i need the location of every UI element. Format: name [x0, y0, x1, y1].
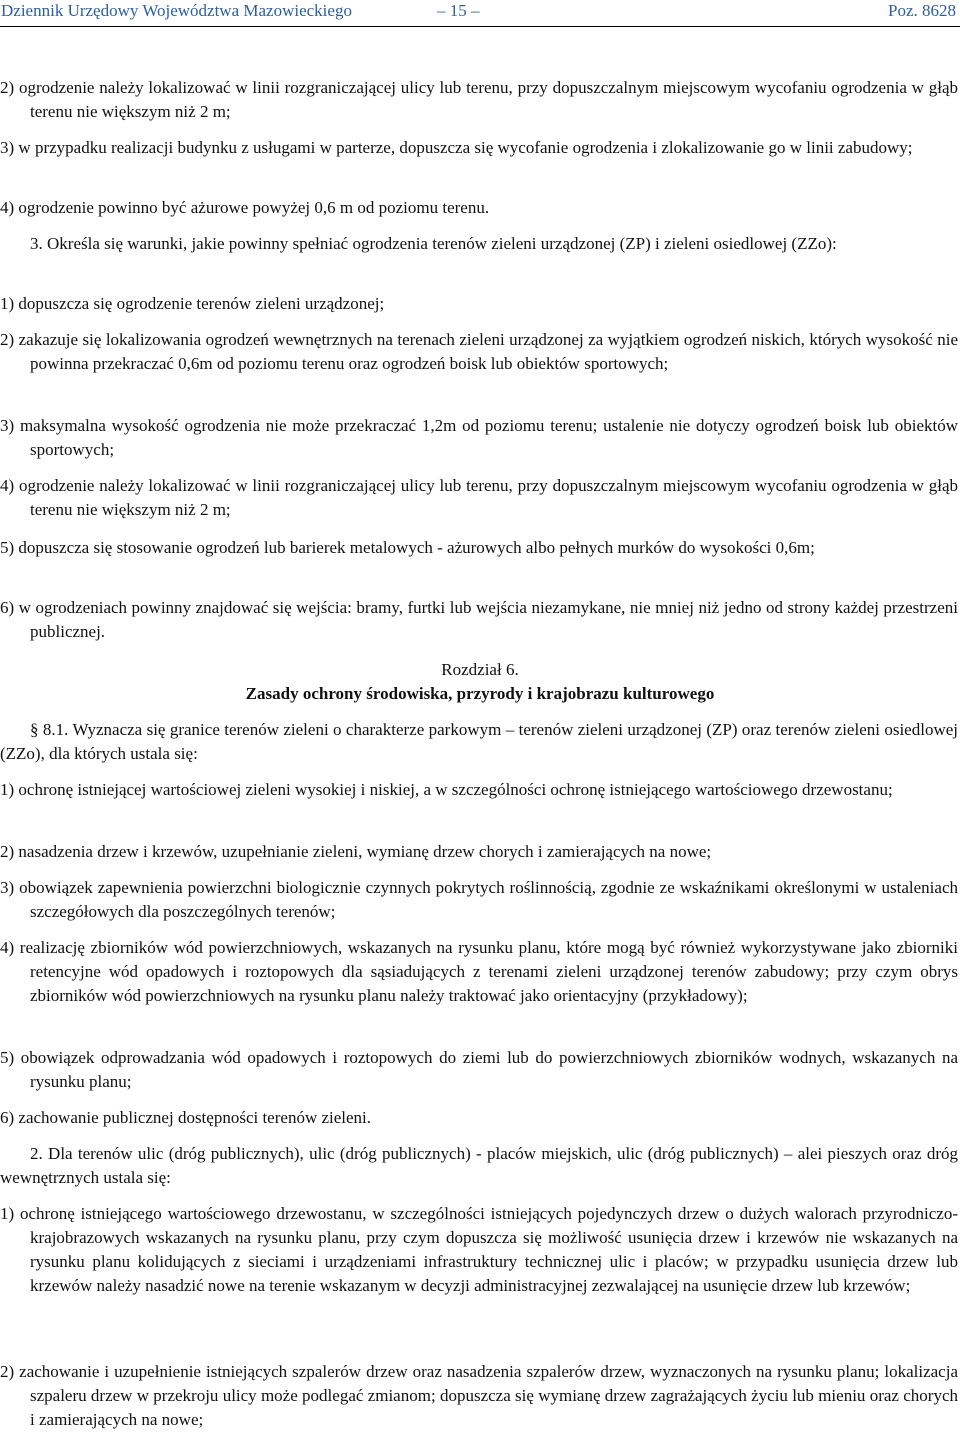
- paragraph-item-8-1-5: 5) obowiązek odprowadzania wód opadowych i roztopowych do ziemi lub do powierzchniowych zbiorników wodnych, wskazanych na rysunku planu;: [0, 1048, 958, 1091]
- chapter-number: Rozdział 6.: [441, 660, 519, 679]
- chapter-title: Zasady ochrony środowiska, przyrody i krajobrazu kulturowego: [245, 684, 715, 703]
- position-number: Poz. 8628: [888, 1, 956, 20]
- paragraph-item-1: 1) dopuszcza się ogrodzenie terenów zieleni urządzonej;: [0, 294, 385, 313]
- paragraph-item-8-2-1: 1) ochronę istniejącego wartościowego drzewostanu, w szczególności istniejących pojedynczych drzew o dużych walorach przyrodniczo-krajobrazowych wskazanych na rysunku planu, przy czym dopuszcza się możliwość usunięcia drzew i krzewów nie wskazanych na rysunku planu kolidujących z sieciami i urządzeniami infrastruktury technicznej ulic i placów; w przypadku usunięcia drzew lub krzewów należy nasadzić nowe na terenie wskazanym w decyzji administracyjnej zezwalającej na usunięcie drzew lub krzewów;: [0, 1204, 958, 1295]
- paragraph-item-2b: 2) zakazuje się lokalizowania ogrodzeń wewnętrznych na terenach zieleni urządzonej za wyjątkiem ogrodzeń niskich, których wysokość nie powinna przekraczać 0,6m od poziomu terenu oraz ogrodzeń boisk lub obiektów sportowych;: [0, 330, 958, 373]
- paragraph-item-8-1-3: 3) obowiązek zapewnienia powierzchni biologicznie czynnych pokrytych roślinnością, zgodnie ze wskaźnikami określonymi w ustaleniach szczegółowych dla poszczególnych terenów;: [0, 878, 958, 921]
- page-header: [0, 0, 960, 27]
- paragraph-item-6b: 6) w ogrodzeniach powinny znajdować się wejścia: bramy, furtki lub wejścia niezamykane, nie mniej niż jedno od strony każdej przestrzeni publicznej.: [0, 598, 958, 641]
- paragraph-item-8-1-1: 1) ochronę istniejącej wartościowej zieleni wysokiej i niskiej, a w szczególności ochronę istniejącego wartościowego drzewostanu;: [0, 780, 893, 799]
- paragraph-item-8-1-4: 4) realizację zbiorników wód powierzchniowych, wskazanych na rysunku planu, które mogą być również wykorzystywane jako zbiorniki retencyjne wód opadowych i roztopowych dla sąsiadujących z terenami zieleni urządzonej terenów zabudowy; przy czym obrys zbiorników wód powierzchniowych na rysunku planu należy traktować jako orientacyjny (przykładowy);: [0, 938, 958, 1005]
- paragraph-section-8-1: § 8.1. Wyznacza się granice terenów zieleni o charakterze parkowym – terenów zieleni urządzonej (ZP) oraz terenów zieleni osiedlowej (ZZo), dla których ustala się:: [0, 720, 958, 763]
- paragraph-item-8-2-2: 2) zachowanie i uzupełnienie istniejących szpalerów drzew oraz nasadzenia szpalerów drzew, wyznaczonych na rysunku planu; lokalizacja szpaleru drzew w przekroju ulicy może podlegać zmianom; dopuszcza się wymianę drzew zagrażających życiu lub mieniu oraz chorych i zamierających na nowe;: [0, 1362, 958, 1429]
- paragraph-item-8-1-2: 2) nasadzenia drzew i krzewów, uzupełnianie zieleni, wymianę drzew chorych i zamierających na nowe;: [0, 842, 712, 861]
- paragraph-item-8-1-6: 6) zachowanie publicznej dostępności terenów zieleni.: [0, 1108, 372, 1127]
- journal-title: Dziennik Urzędowy Województwa Mazowieckiego: [1, 1, 352, 20]
- paragraph-section-3: 3. Określa się warunki, jakie powinny spełniać ogrodzenia terenów zieleni urządzonej (ZP) i zieleni osiedlowej (ZZo):: [30, 234, 837, 253]
- paragraph-item-2: 2) ogrodzenie należy lokalizować w linii rozgraniczającej ulicy lub terenu, przy dopuszczalnym miejscowym wycofaniu ogrodzenia w głąb terenu nie większym niż 2 m;: [0, 78, 958, 121]
- paragraph-section-8-2: 2. Dla terenów ulic (dróg publicznych), ulic (dróg publicznych) - placów miejskich, ulic (dróg publicznych) – alei pieszych oraz dróg wewnętrznych ustala się:: [0, 1144, 958, 1187]
- paragraph-item-3: 3) w przypadku realizacji budynku z usługami w parterze, dopuszcza się wycofanie ogrodzenia i zlokalizowanie go w linii zabudowy;: [0, 138, 913, 157]
- page-number: – 15 –: [437, 1, 480, 20]
- paragraph-item-5b: 5) dopuszcza się stosowanie ogrodzeń lub barierek metalowych - ażurowych albo pełnych murków do wysokości 0,6m;: [0, 538, 815, 557]
- paragraph-item-3b: 3) maksymalna wysokość ogrodzenia nie może przekraczać 1,2m od poziomu terenu; ustalenie nie dotyczy ogrodzeń boisk lub obiektów sportowych;: [0, 416, 958, 459]
- paragraph-item-4b: 4) ogrodzenie należy lokalizować w linii rozgraniczającej ulicy lub terenu, przy dopuszczalnym miejscowym wycofaniu ogrodzenia w głąb terenu nie większym niż 2 m;: [0, 476, 958, 519]
- paragraph-item-4: 4) ogrodzenie powinno być ażurowe powyżej 0,6 m od poziomu terenu.: [0, 198, 490, 217]
